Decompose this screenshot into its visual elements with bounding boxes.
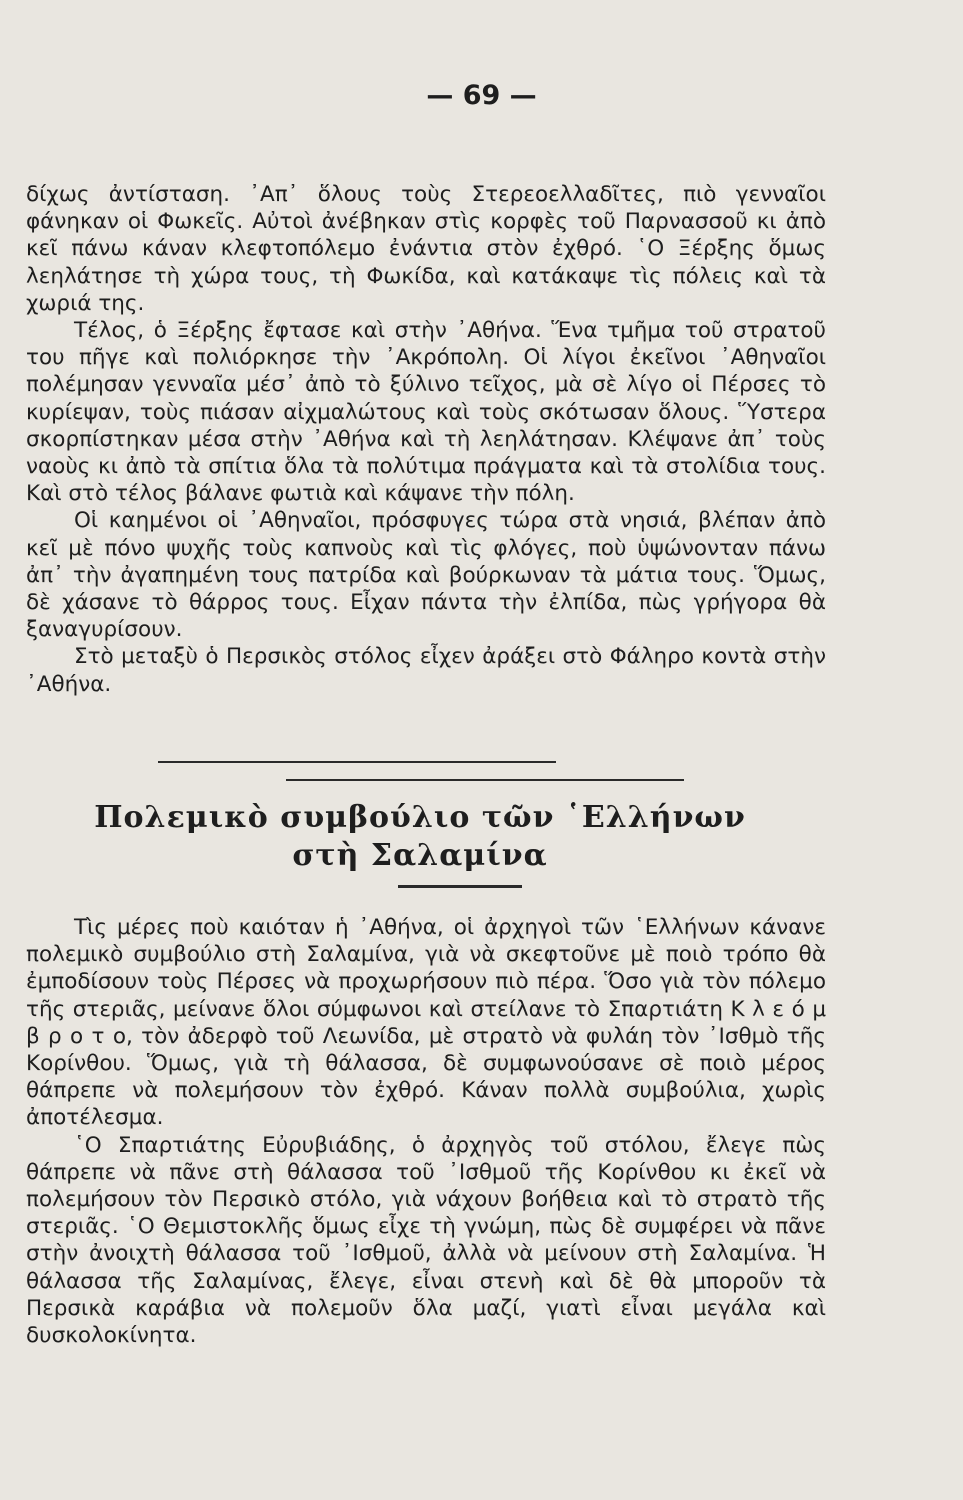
paragraph: Οἱ καημένοι οἱ ᾿Αθηναῖοι, πρόσφυγες τώρα στὰ νησιά, βλέπαν ἀπὸ κεῖ μὲ πόνο ψυχῆς τοὺς καπνοὺς καὶ τὶς φλόγες, ποὺ ὑψώνονταν πάνω ἀπ᾿ τὴν ἀγαπημένη τους πατρίδα καὶ βούρκωναν τὰ μάτια τους. Ὅμως, δὲ χάσανε τὸ θάρρος τους. Εἶχαν πάντα τὴν ἐλπίδα, πὼς γρήγορα θὰ ξαναγυρίσουν.	[26, 508, 826, 643]
section-text-2	[26, 914, 826, 1349]
section-heading: Πολεμικὸ συμβούλιο τῶν ῾Ελλήνων	[94, 800, 746, 835]
heading-underline	[398, 885, 522, 888]
paragraph: Στὸ μεταξὺ ὁ Περσικὸς στόλος εἶχεν ἀράξει στὸ Φάληρο κοντὰ στὴν ᾿Αθήνα.	[26, 644, 826, 697]
paragraph: Τὶς μέρες ποὺ καιόταν ἡ ᾿Αθήνα, οἱ ἀρχηγοὶ τῶν ῾Ελλήνων κάνανε πολεμικὸ συμβούλιο στὴ Σαλαμίνα, γιὰ νὰ σκεφτοῦνε μὲ ποιὸ τρόπο θὰ ἐμποδίσουν τοὺς Πέρσες νὰ προχωρήσουν πιὸ πέρα. Ὅσο γιὰ τὸν πόλεμο τῆς στεριᾶς, μείνανε ὅλοι σύμφωνοι καὶ στείλανε τὸ Σπαρτιάτη Κ λ ε ό μ β ρ ο τ ο, τὸν ἀδερφὸ τοῦ Λεωνίδα, μὲ στρατὸ νὰ φυλάη τὸν ᾿Ισθμὸ τῆς Κορίνθου. Ὅμως, γιὰ τὴ θάλασσα, δὲ συμφωνούσανε σὲ ποιὸ μέρος θάπρεπε νὰ πολεμήσουν τὸν ἐχθρό. Κάναν πολλὰ συμβούλια, χωρὶς ἀποτέλεσμα.	[26, 915, 826, 1131]
divider-rule	[286, 779, 684, 781]
paragraph: δίχως ἀντίσταση. ᾿Απ᾿ ὅλους τοὺς Στερεοελλαδῖτες, πιὸ γενναῖοι φάνηκαν οἱ Φωκεῖς. Αὐτοὶ ἀνέβηκαν στὶς κορφὲς τοῦ Παρνασσοῦ κι ἀπὸ κεῖ πάνω κάναν κλεφτοπόλεμο ἐνάντια στὸν ἐχθρό. ῾Ο Ξέρξης ὅμως λεηλάτησε τὴ χώρα τους, τὴ Φωκίδα, καὶ κατάκαψε τὶς πόλεις καὶ τὰ χωριά της.	[26, 182, 826, 316]
divider-rule	[158, 761, 556, 763]
page-number: — 69 —	[426, 80, 537, 111]
paragraph: ῾Ο Σπαρτιάτης Εὐρυβιάδης, ὁ ἀρχηγὸς τοῦ στόλου, ἔλεγε πὼς θάπρεπε νὰ πᾶνε στὴ θάλασσα τοῦ ᾿Ισθμοῦ τῆς Κορίνθου κι ἐκεῖ νὰ πολεμήσουν τὸν Περσικὸ στόλο, γιὰ νάχουν βοήθεια καὶ τὸ στρατὸ τῆς στεριᾶς. ῾Ο Θεμιστοκλῆς ὅμως εἶχε τὴ γνώμη, πὼς δὲ συμφέρει νὰ πᾶνε στὴν ἀνοιχτὴ θάλασσα τοῦ ᾿Ισθμοῦ, ἀλλὰ νὰ μείνουν στὴ Σαλαμίνα. Ἡ θάλασσα τῆς Σαλαμίνας, ἔλεγε, εἶναι στενὴ καὶ δὲ θὰ μποροῦν τὰ Περσικὰ καράβια νὰ πολεμοῦν ὅλα μαζί, γιατὶ εἶναι μεγάλα καὶ δυσκολοκίνητα.	[26, 1132, 826, 1349]
paragraph: Τέλος, ὁ Ξέρξης ἔφτασε καὶ στὴν ᾿Αθήνα. Ἕνα τμῆμα τοῦ στρατοῦ του πῆγε καὶ πολιόρκησε τὴν ᾿Ακρόπολη. Οἱ λίγοι ἐκεῖνοι ᾿Αθηναῖοι πολέμησαν γενναῖα μέσ᾿ ἀπὸ τὸ ξύλινο τεῖχος, μὰ σὲ λίγο οἱ Πέρσες τὸ κυρίεψαν, τοὺς πιάσαν αἰχμαλώτους καὶ τοὺς σκότωσαν ὅλους. Ὕστερα σκορπίστηκαν μέσα στὴν ᾿Αθήνα καὶ τὴ λεηλάτησαν. Κλέψανε ἀπ᾿ τοὺς ναοὺς κι ἀπὸ τὰ σπίτια ὅλα τὰ πολύτιμα πράγματα καὶ τὰ στολίδια τους. Καὶ στὸ τέλος βάλανε φωτιὰ καὶ κάψανε τὴν πόλη.	[26, 318, 826, 507]
section-heading-line-2: στὴ Σαλαμίνα	[292, 838, 548, 873]
section-text-1	[26, 181, 826, 698]
